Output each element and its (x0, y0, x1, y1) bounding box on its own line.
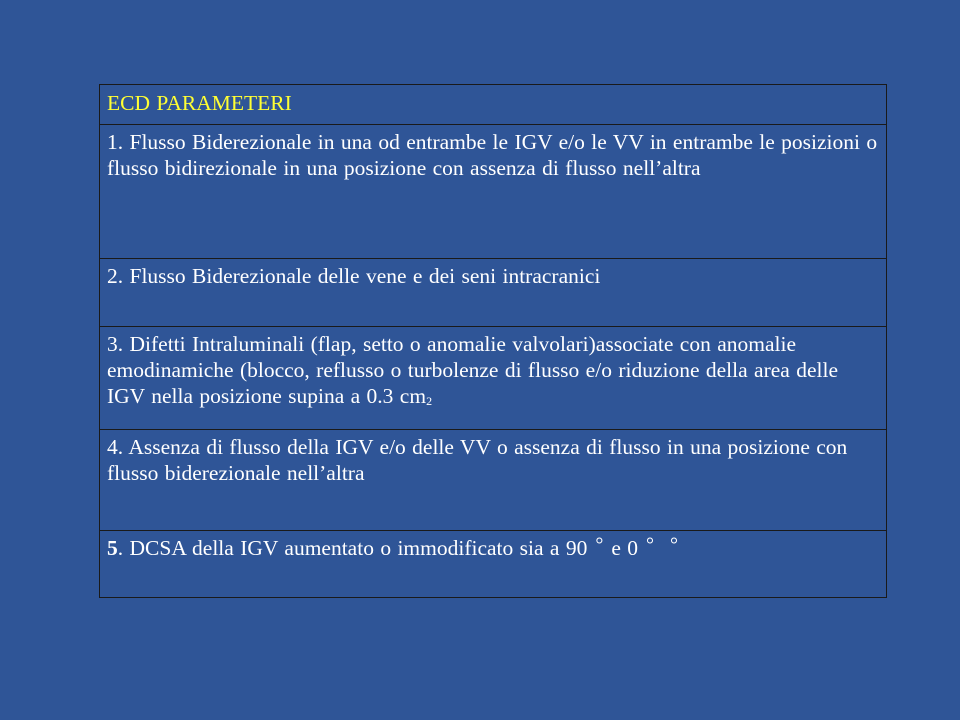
table-row (100, 430, 887, 531)
criterion-5 (100, 531, 887, 598)
degree-symbol: ° (595, 534, 604, 556)
criterion-3 (100, 327, 887, 430)
table-row (100, 259, 887, 327)
table-row (100, 125, 887, 259)
criteria-table (99, 84, 887, 598)
criterion-4: 4. Assenza di flusso della IGV e/o delle VV o assenza di flusso in una posizione con flusso biderezionale nell’altra (100, 430, 887, 531)
degree-symbol: ° (646, 534, 655, 556)
criterion-2: 2. Flusso Biderezionale delle vene e dei seni intracranici (100, 259, 887, 327)
criterion-3-subscript: 2 (426, 394, 433, 408)
table-header: ECD PARAMETERI (107, 91, 292, 115)
criterion-1: 1. Flusso Biderezionale in una od entrambe le IGV e/o le VV in entrambe le posizioni o flusso bidirezionale in una posizione con assenza di flusso nell’altra (100, 125, 887, 259)
criterion-5-text: . DCSA della IGV aumentato o immodificato sia a 90 (117, 536, 588, 560)
table-row (100, 85, 887, 125)
table-header-cell (100, 85, 887, 125)
criterion-5-number: 5 (107, 536, 118, 560)
criterion-3-text: 3. Difetti Intraluminali (flap, setto o anomalie valvolari)associate con anomalie emodinamiche (blocco, reflusso o turbolenze di flusso e/o riduzione della area delle IGV nella posizione supina a 0.3 cm (107, 332, 838, 408)
table-row (100, 531, 887, 598)
criterion-5-mid: e 0 (611, 536, 639, 560)
table-row (100, 327, 887, 430)
degree-symbol: ° (670, 534, 679, 556)
